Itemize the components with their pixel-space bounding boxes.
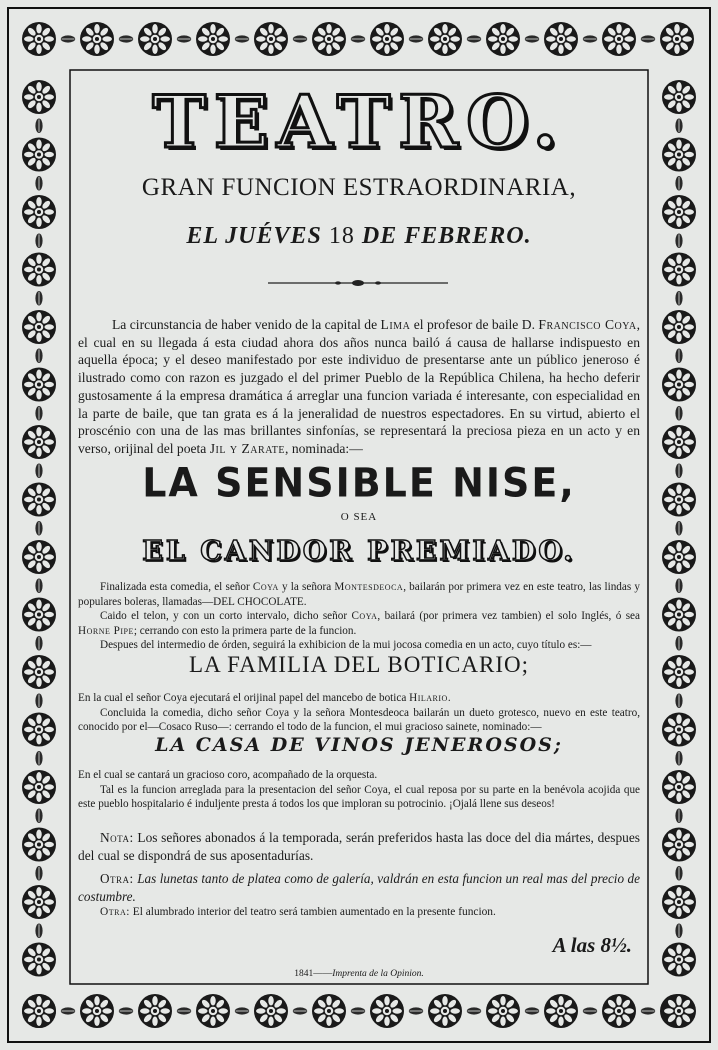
rosette-ornament [80,22,114,56]
rosette-ornament [80,994,114,1028]
rosette-ornament [22,483,56,517]
rosette-ornament [662,885,696,919]
rosette-ornament [662,368,696,402]
rosette-ornament [22,310,56,344]
rosette-ornament [662,195,696,229]
o-sea-label: O SEA [340,511,378,523]
rosette-ornament [662,713,696,747]
rosette-ornament [138,994,172,1028]
rosette-ornament [22,22,56,56]
rosette-ornament [22,994,56,1028]
rosette-ornament [22,253,56,287]
rosette-ornament [22,540,56,574]
rosette-ornament [22,828,56,862]
rosette-ornament [22,195,56,229]
rosette-ornament [662,655,696,689]
rosette-ornament [662,310,696,344]
rosette-ornament [370,994,404,1028]
rosette-ornament [196,22,230,56]
rosette-ornament [486,994,520,1028]
rosette-ornament [22,598,56,632]
rosette-ornament [544,22,578,56]
rosette-ornament [22,770,56,804]
rosette-ornament [22,655,56,689]
rosette-ornament [312,22,346,56]
rosette-ornament [22,368,56,402]
rosette-ornament [662,138,696,172]
rosette-ornament [602,22,636,56]
rosette-ornament [370,22,404,56]
rosette-ornament [22,425,56,459]
rosette-ornament [254,22,288,56]
rosette-ornament [662,828,696,862]
rosette-ornament [662,540,696,574]
rosette-ornament [22,885,56,919]
date-prefix: EL JUÉVES [186,223,322,249]
rosette-ornament [196,994,230,1028]
poster-title: TEATRO. [152,79,566,164]
rosette-ornament [486,22,520,56]
rosette-ornament [660,22,694,56]
rosette-ornament [544,994,578,1028]
printer-imprint: 1841——Imprenta de la Opinion. [294,969,424,979]
poster-content [78,78,640,978]
intro-paragraph: La circunstancia de haber venido de la capital de Lima el profesor de baile D. Francisco Coya, el cual en su llegada á esta ciudad ahora dos años nunca bailó á causa de hallarse indispuesto en aquella época; y el deseo manifestado por este individuo de presentarse ante un público jeneroso é ilustrado como con razon es juzgado el del primer Pueblo de la República Chilena, ha hecho deferir gustosamente á la empresa dramática á arreglar una funcion variada é interesante, con especialidad en la parte de baile, que tan grata es á la jeneralidad de nuestros espectadores. En su virtud, abierto el proscénio con una de las mas brillantes sinfonías, se representará la preciosa pieza en un acto y en verso, orijinal del poeta Jil y Zarate, nominada:— [78,317,640,456]
program-paragraph: Finalizada esta comedia, el señor Coya y la señora Montesdeoca, bailarán por primera vez en este teatro, las lindas y populares boleras, llamadas—DEL CHOCOLATE. Caido el telon, y con un corto intervalo, dicho señor Coya, bailará (por primera vez tambien) el solo Inglés, ó sea Horne Pipe; cerrando con esto la primera parte de la funcion. Despues del intermedio de órden, seguirá la exhibicion de la mui jocosa comedia en un acto, cuyo título es:— [78,581,640,652]
play-subtitle: EL CANDOR PREMIADO. [142,536,576,567]
rosette-ornament [662,598,696,632]
rosette-ornament [22,943,56,977]
rosette-ornament [602,994,636,1028]
performance-date [78,223,640,250]
rosette-ornament [428,22,462,56]
rosette-ornament [662,994,696,1028]
rosette-ornament [312,994,346,1028]
rosette-ornament [662,80,696,114]
date-day: 18 [328,223,355,249]
start-time: A las 8½. [552,933,632,957]
date-suffix: DE FEBRERO. [361,223,532,249]
vinos-paragraph: En el cual se cantará un gracioso coro, acompañado de la orquesta. Tal es la funcion arreglada para la presentacion del señor Coya, el cual reposa por su parte en la benévola acojida que este pueblo hospitalario é induljente presta á todos los que imploran su potrocinio. ¡Ojalá llene sus deseos! [78,769,640,811]
rosette-ornament [662,483,696,517]
otra-notice-prices: Otra: Las lunetas tanto de platea como de galería, valdrán en esta funcion un real mas del precio de costumbre. [78,871,640,904]
otra-notice-lighting: Otra: El alumbrado interior del teatro será tambien aumentado en la presente funcion. [100,906,496,918]
play-title-boticario: LA FAMILIA DEL BOTICARIO; [189,652,529,677]
divider-ornament [268,279,448,287]
nota-notice: Nota: Los señores abonados á la temporada, serán preferidos hasta las doce del dia mártes, despues del cual se dispondrá de sus aposentadurías. [78,830,640,863]
rosette-ornament [22,80,56,114]
rosette-ornament [22,713,56,747]
rosette-ornament [138,22,172,56]
rosette-ornament [662,253,696,287]
rosette-ornament [662,425,696,459]
rosette-ornament [22,138,56,172]
poster-subtitle: GRAN FUNCION ESTRAORDINARIA, [141,174,577,201]
rosette-ornament [428,994,462,1028]
play-title-vinos: LA CASA DE VINOS JENEROSOS; [155,734,563,756]
rosette-ornament [662,943,696,977]
rosette-ornament [254,994,288,1028]
rosette-ornament [662,770,696,804]
boticario-paragraph: En la cual el señor Coya ejecutará el orijinal papel del mancebo de botica Hilario. Concluida la comedia, dicho señor Coya y la señora Montesdeoca bailarán un dueto grotesco, nuevo en este teatro, conocido por el—Cosaco Ruso—: cerrando el todo de la funcion, el mui gracioso sainete, nominado:— [78,692,640,734]
play-title-main: LA SENSIBLE NISE, [142,459,576,507]
